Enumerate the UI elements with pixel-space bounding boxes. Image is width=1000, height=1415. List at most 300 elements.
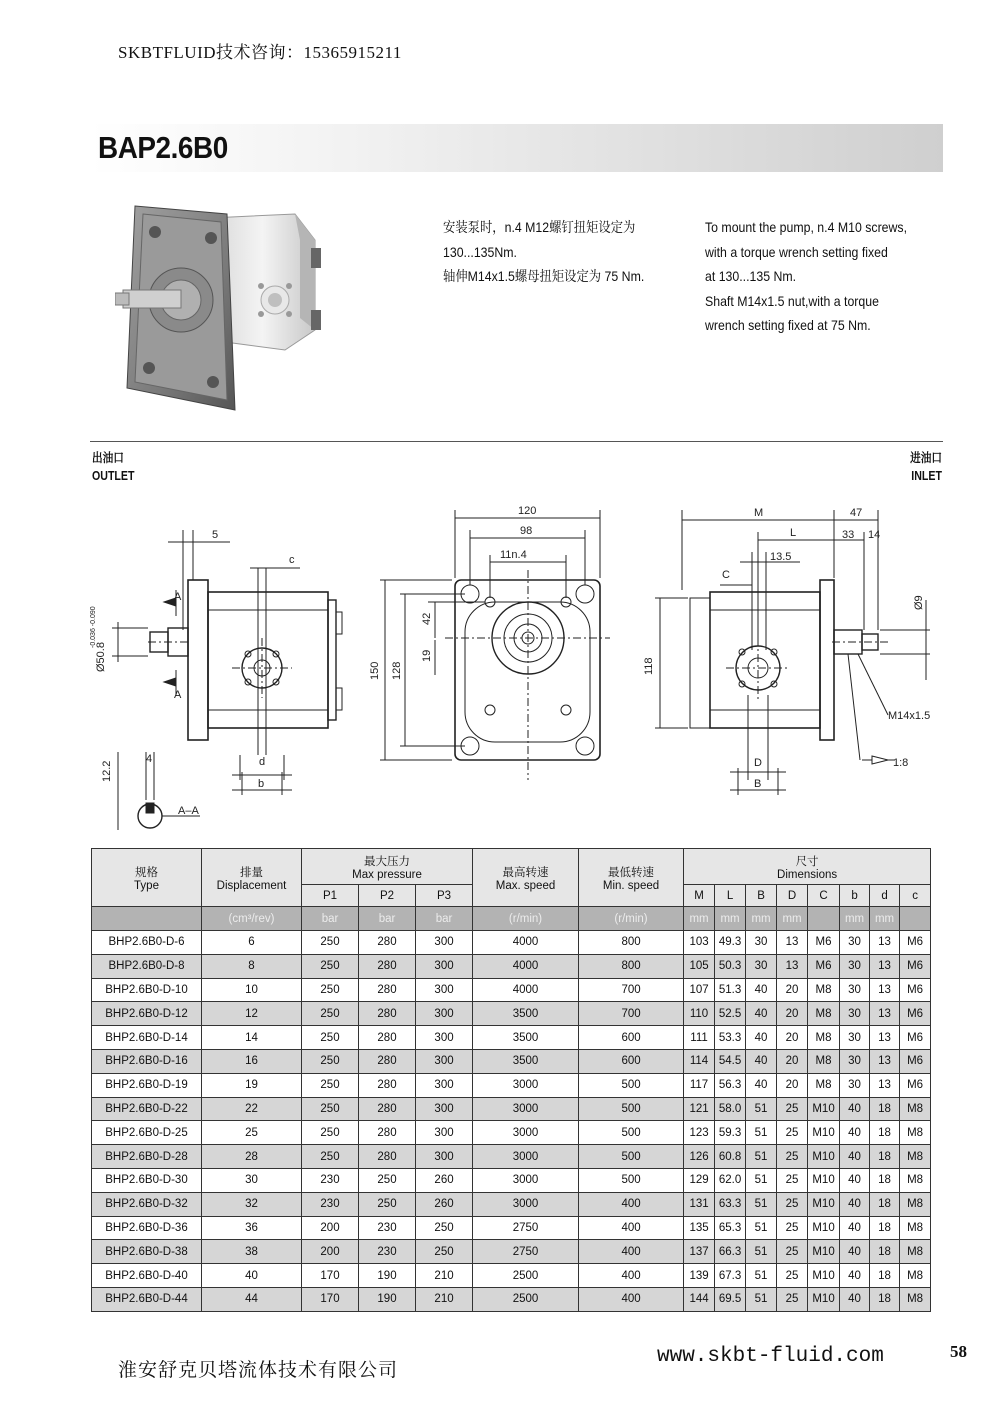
table-cell: 400 (579, 1240, 684, 1264)
table-cell: 250 (302, 931, 359, 955)
table-cell: 260 (416, 1192, 473, 1216)
table-cell: M8 (900, 1168, 931, 1192)
unit-cell: bar (302, 907, 359, 931)
unit-cell: mm (840, 907, 870, 931)
unit-cell: (cm³/rev) (202, 907, 302, 931)
table-cell: 2750 (473, 1216, 579, 1240)
table-cell: 25 (777, 1240, 808, 1264)
table-cell: 3500 (473, 1002, 579, 1026)
table-cell: 18 (870, 1287, 900, 1311)
table-cell: 300 (416, 1121, 473, 1145)
header-en: Min. speed (602, 879, 660, 892)
table-cell: 18 (870, 1216, 900, 1240)
table-cell: 65.3 (715, 1216, 746, 1240)
table-row (92, 1097, 931, 1121)
dim-label: 98 (520, 525, 533, 537)
table-cell: 25 (777, 1097, 808, 1121)
table-cell: 105 (684, 954, 715, 978)
table-cell: 300 (416, 1026, 473, 1050)
table-cell: M8 (900, 1192, 931, 1216)
outlet-label-en: OUTLET (92, 469, 135, 483)
table-cell: M10 (808, 1168, 840, 1192)
table-cell: 18 (870, 1121, 900, 1145)
outlet-label (92, 449, 135, 485)
table-cell: 500 (579, 1168, 684, 1192)
table-cell: 30 (840, 931, 870, 955)
table-cell: 13 (870, 978, 900, 1002)
dim-label: d (259, 756, 266, 768)
table-cell: 51 (746, 1264, 777, 1288)
table-cell: M8 (900, 1121, 931, 1145)
table-cell: 40 (840, 1121, 870, 1145)
table-cell: M8 (900, 1145, 931, 1169)
table-cell: M10 (808, 1264, 840, 1288)
table-cell: 40 (746, 1073, 777, 1097)
table-cell: 44 (202, 1287, 302, 1311)
table-cell: 4000 (473, 978, 579, 1002)
table-row (92, 1049, 931, 1073)
unit-cell: (r/min) (579, 907, 684, 931)
table-cell: 32 (202, 1192, 302, 1216)
dim-label: L (790, 527, 797, 539)
table-row (92, 1216, 931, 1240)
note-line: with a torque wrench setting fixed (705, 243, 888, 260)
table-cell: 67.3 (715, 1264, 746, 1288)
table-cell: 3000 (473, 1073, 579, 1097)
dim-label: 128 (391, 661, 403, 680)
table-cell: M8 (900, 1264, 931, 1288)
spec-table (91, 848, 931, 1312)
dim-label: 5 (212, 529, 219, 541)
table-cell: 3500 (473, 1049, 579, 1073)
table-cell: BHP2.6B0-D-36 (92, 1216, 202, 1240)
table-cell: 40 (840, 1145, 870, 1169)
table-cell: 25 (777, 1121, 808, 1145)
table-cell: 280 (359, 1026, 416, 1050)
table-cell: BHP2.6B0-D-38 (92, 1240, 202, 1264)
page-title: BAP2.6B0 (98, 130, 228, 165)
table-cell: BHP2.6B0-D-10 (92, 978, 202, 1002)
table-cell: 40 (840, 1240, 870, 1264)
table-cell: 51 (746, 1240, 777, 1264)
table-cell: 51 (746, 1145, 777, 1169)
table-cell: 250 (416, 1216, 473, 1240)
header-cn: 最低转速 (608, 866, 655, 879)
table-cell: 3000 (473, 1121, 579, 1145)
table-cell: 137 (684, 1240, 715, 1264)
table-cell: 500 (579, 1121, 684, 1145)
dim-label: 11n.4 (500, 549, 527, 561)
table-cell: 30 (840, 1049, 870, 1073)
table-cell: M10 (808, 1121, 840, 1145)
note-line: 轴伸M14x1.5螺母扭矩设定为 75 Nm. (443, 268, 645, 284)
table-cell: 2750 (473, 1240, 579, 1264)
table-cell: 280 (359, 931, 416, 955)
table-cell: M8 (808, 1073, 840, 1097)
table-cell: 58.0 (715, 1097, 746, 1121)
unit-cell (900, 907, 931, 931)
table-cell: 250 (416, 1240, 473, 1264)
table-cell: 30 (746, 954, 777, 978)
table-cell: 300 (416, 1049, 473, 1073)
dim-label: 1:8 (893, 757, 909, 769)
table-cell: 14 (202, 1026, 302, 1050)
table-cell: 10 (202, 978, 302, 1002)
table-cell: 280 (359, 1073, 416, 1097)
table-cell: 400 (579, 1287, 684, 1311)
table-cell: 600 (579, 1049, 684, 1073)
note-line: 130...135Nm. (443, 243, 517, 260)
table-cell: 59.3 (715, 1121, 746, 1145)
table-cell: M10 (808, 1216, 840, 1240)
inlet-label-cn: 进油口 (910, 451, 942, 465)
table-cell: 700 (579, 1002, 684, 1026)
dim-label: A (174, 689, 182, 701)
table-cell: 2500 (473, 1287, 579, 1311)
table-cell: BHP2.6B0-D-22 (92, 1097, 202, 1121)
table-row (92, 978, 931, 1002)
table-cell: 16 (202, 1049, 302, 1073)
table-cell: 500 (579, 1073, 684, 1097)
table-row (92, 1240, 931, 1264)
table-cell: 3500 (473, 1026, 579, 1050)
table-cell: M8 (808, 978, 840, 1002)
table-cell: 4000 (473, 954, 579, 978)
table-cell: 30 (202, 1168, 302, 1192)
table-cell: 25 (202, 1121, 302, 1145)
table-cell: 3000 (473, 1097, 579, 1121)
dim-label: 33 (842, 529, 855, 541)
dim-label: 47 (850, 507, 863, 519)
table-cell: 280 (359, 954, 416, 978)
header-cn: 最高转速 (502, 866, 549, 879)
table-cell: 4000 (473, 931, 579, 955)
table-cell: 20 (777, 1073, 808, 1097)
table-cell: 260 (416, 1168, 473, 1192)
dim-label: 12.2 (101, 760, 113, 782)
table-cell: M10 (808, 1097, 840, 1121)
table-cell: 250 (302, 1121, 359, 1145)
table-row (92, 1287, 931, 1311)
col-max-speed (473, 849, 579, 907)
table-cell: 300 (416, 1145, 473, 1169)
footer-company: 淮安舒克贝塔流体技术有限公司 (118, 1360, 399, 1381)
table-cell: 20 (777, 1049, 808, 1073)
col-displacement (202, 849, 302, 907)
table-cell: M6 (900, 954, 931, 978)
table-cell: 40 (746, 1002, 777, 1026)
table-cell: 51 (746, 1121, 777, 1145)
dim-label: A–A (178, 805, 199, 817)
unit-cell (92, 907, 202, 931)
table-cell: 103 (684, 931, 715, 955)
unit-cell: bar (359, 907, 416, 931)
col-b: b (840, 885, 870, 907)
table-cell: 13 (870, 1049, 900, 1073)
table-cell: 56.3 (715, 1073, 746, 1097)
table-cell: BHP2.6B0-D-28 (92, 1145, 202, 1169)
table-cell: M8 (900, 1287, 931, 1311)
col-c: c (900, 885, 931, 907)
col-dimensions (684, 849, 931, 885)
table-cell: BHP2.6B0-D-12 (92, 1002, 202, 1026)
table-cell: M8 (900, 1216, 931, 1240)
dim-label: Ø50.8 (95, 642, 107, 672)
table-cell: M8 (808, 1049, 840, 1073)
table-cell: 280 (359, 1121, 416, 1145)
outlet-label-cn: 出油口 (92, 451, 124, 465)
table-cell: 126 (684, 1145, 715, 1169)
table-cell: M10 (808, 1240, 840, 1264)
table-cell: 300 (416, 1073, 473, 1097)
table-cell: 25 (777, 1192, 808, 1216)
dim-label: M14x1.5 (888, 710, 931, 722)
table-cell: BHP2.6B0-D-8 (92, 954, 202, 978)
table-cell: 250 (302, 1002, 359, 1026)
unit-cell (808, 907, 840, 931)
table-cell: 300 (416, 931, 473, 955)
table-cell: M6 (900, 1026, 931, 1050)
table-cell: 51 (746, 1287, 777, 1311)
table-cell: 30 (840, 1073, 870, 1097)
dim-label: 120 (518, 505, 537, 517)
table-cell: 28 (202, 1145, 302, 1169)
dim-label: 118 (643, 657, 655, 675)
table-cell: 280 (359, 1097, 416, 1121)
table-cell: 400 (579, 1192, 684, 1216)
inlet-label-en: INLET (911, 469, 942, 483)
dim-label: D (754, 757, 762, 769)
table-cell: 25 (777, 1216, 808, 1240)
table-cell: 40 (746, 1049, 777, 1073)
table-cell: 107 (684, 978, 715, 1002)
table-cell: 49.3 (715, 931, 746, 955)
table-cell: 117 (684, 1073, 715, 1097)
col-p1: P1 (302, 885, 359, 907)
table-cell: 300 (416, 954, 473, 978)
side-view-inlet (655, 510, 930, 795)
note-line: 安装泵时，n.4 M12螺钉扭矩设定为 (443, 219, 636, 235)
table-cell: BHP2.6B0-D-25 (92, 1121, 202, 1145)
table-cell: 250 (302, 954, 359, 978)
unit-cell: mm (715, 907, 746, 931)
table-cell: 30 (840, 978, 870, 1002)
table-cell: 40 (840, 1097, 870, 1121)
dim-label: A (174, 591, 182, 603)
footer-url[interactable]: www.skbt-fluid.com (657, 1345, 884, 1368)
table-cell: 250 (359, 1192, 416, 1216)
table-cell: 19 (202, 1073, 302, 1097)
table-row (92, 954, 931, 978)
table-cell: 51 (746, 1216, 777, 1240)
table-cell: 135 (684, 1216, 715, 1240)
col-min-speed (579, 849, 684, 907)
table-cell: 400 (579, 1216, 684, 1240)
table-cell: 18 (870, 1145, 900, 1169)
table-cell: 230 (302, 1168, 359, 1192)
table-cell: 60.8 (715, 1145, 746, 1169)
table-row (92, 1192, 931, 1216)
col-L: L (715, 885, 746, 907)
table-cell: 2500 (473, 1264, 579, 1288)
table-cell: 62.0 (715, 1168, 746, 1192)
table-cell: 25 (777, 1264, 808, 1288)
table-cell: M8 (808, 1026, 840, 1050)
col-p2: P2 (359, 885, 416, 907)
table-cell: BHP2.6B0-D-30 (92, 1168, 202, 1192)
table-cell: 230 (359, 1240, 416, 1264)
page-number: 58 (950, 1342, 967, 1361)
table-cell: 200 (302, 1240, 359, 1264)
unit-cell: mm (777, 907, 808, 931)
table-cell: 250 (302, 1049, 359, 1073)
table-cell: 38 (202, 1240, 302, 1264)
table-cell: 139 (684, 1264, 715, 1288)
table-cell: 230 (302, 1192, 359, 1216)
table-cell: 66.3 (715, 1240, 746, 1264)
table-cell: 500 (579, 1097, 684, 1121)
dim-label: 4 (146, 753, 153, 765)
table-cell: 170 (302, 1287, 359, 1311)
dim-label: 19 (421, 649, 433, 662)
table-cell: M10 (808, 1145, 840, 1169)
table-cell: 280 (359, 1002, 416, 1026)
table-cell: 170 (302, 1264, 359, 1288)
table-cell: M8 (900, 1240, 931, 1264)
table-cell: 40 (840, 1264, 870, 1288)
note-line: To mount the pump, n.4 M10 screws, (705, 219, 908, 235)
dim-label: b (258, 778, 265, 790)
header-cn: 尺寸 (795, 855, 819, 868)
col-M: M (684, 885, 715, 907)
col-B: B (746, 885, 777, 907)
col-d: d (870, 885, 900, 907)
front-view (380, 510, 610, 780)
table-cell: 250 (302, 1073, 359, 1097)
side-view-outlet (112, 530, 342, 830)
table-cell: M6 (900, 1049, 931, 1073)
table-cell: 40 (840, 1168, 870, 1192)
header-cn: 排量 (240, 866, 263, 879)
section-divider (90, 441, 943, 442)
dim-label: Ø9 (913, 595, 925, 610)
table-cell: 110 (684, 1002, 715, 1026)
table-cell: 800 (579, 954, 684, 978)
table-cell: 250 (359, 1168, 416, 1192)
table-cell: M10 (808, 1192, 840, 1216)
dim-label: C (722, 569, 730, 581)
table-cell: M6 (808, 931, 840, 955)
unit-cell: (r/min) (473, 907, 579, 931)
table-cell: BHP2.6B0-D-14 (92, 1026, 202, 1050)
mounting-note-en (705, 215, 934, 338)
table-row (92, 1073, 931, 1097)
table-cell: 131 (684, 1192, 715, 1216)
unit-cell: mm (870, 907, 900, 931)
table-cell: 25 (777, 1168, 808, 1192)
header-cn: 最大压力 (364, 855, 411, 868)
table-cell: 3000 (473, 1168, 579, 1192)
table-cell: 13 (870, 931, 900, 955)
table-cell: 13 (870, 954, 900, 978)
table-cell: 30 (840, 1002, 870, 1026)
header-en: Max. speed (495, 879, 556, 892)
table-cell: 13 (870, 1026, 900, 1050)
table-cell: 190 (359, 1264, 416, 1288)
table-cell: 40 (746, 1026, 777, 1050)
table-cell: 25 (777, 1145, 808, 1169)
table-cell: 51 (746, 1097, 777, 1121)
header-en: Displacement (216, 879, 287, 892)
col-type (92, 849, 202, 907)
table-cell: 8 (202, 954, 302, 978)
table-cell: 50.3 (715, 954, 746, 978)
table-cell: 114 (684, 1049, 715, 1073)
header-en: Max pressure (352, 868, 422, 881)
table-row (92, 1121, 931, 1145)
table-cell: 13 (777, 954, 808, 978)
table-cell: 18 (870, 1192, 900, 1216)
table-cell: M6 (900, 1002, 931, 1026)
header-en: Type (134, 879, 159, 892)
table-cell: 54.5 (715, 1049, 746, 1073)
table-cell: 40 (840, 1287, 870, 1311)
header-en: Dimensions (777, 868, 838, 881)
table-cell: 230 (359, 1216, 416, 1240)
table-cell: 129 (684, 1168, 715, 1192)
table-cell: 144 (684, 1287, 715, 1311)
table-cell: 40 (840, 1216, 870, 1240)
table-cell: 500 (579, 1145, 684, 1169)
table-cell: 250 (302, 1145, 359, 1169)
table-cell: M8 (808, 1002, 840, 1026)
table-cell: 51 (746, 1168, 777, 1192)
table-cell: 18 (870, 1168, 900, 1192)
table-cell: 12 (202, 1002, 302, 1026)
table-cell: 25 (777, 1287, 808, 1311)
dim-label: 150 (369, 661, 381, 680)
technical-drawing (0, 490, 1000, 840)
table-cell: 30 (840, 954, 870, 978)
table-cell: 800 (579, 931, 684, 955)
table-cell: 13 (870, 1073, 900, 1097)
table-cell: 20 (777, 978, 808, 1002)
table-cell: BHP2.6B0-D-32 (92, 1192, 202, 1216)
table-cell: 13 (777, 931, 808, 955)
table-cell: 280 (359, 978, 416, 1002)
table-cell: 40 (202, 1264, 302, 1288)
table-cell: 36 (202, 1216, 302, 1240)
table-cell: 53.3 (715, 1026, 746, 1050)
table-cell: 300 (416, 978, 473, 1002)
dim-label: c (289, 554, 295, 566)
table-cell: 63.3 (715, 1192, 746, 1216)
col-C: C (808, 885, 840, 907)
table-cell: 250 (302, 1026, 359, 1050)
table-cell: 18 (870, 1097, 900, 1121)
table-row (92, 1145, 931, 1169)
col-pressure (302, 849, 473, 885)
table-cell: BHP2.6B0-D-19 (92, 1073, 202, 1097)
unit-cell: bar (416, 907, 473, 931)
table-cell: 30 (746, 931, 777, 955)
table-cell: 40 (746, 978, 777, 1002)
table-cell: 123 (684, 1121, 715, 1145)
units-row (92, 907, 931, 931)
table-cell: 700 (579, 978, 684, 1002)
table-cell: M6 (900, 931, 931, 955)
table-cell: 210 (416, 1264, 473, 1288)
